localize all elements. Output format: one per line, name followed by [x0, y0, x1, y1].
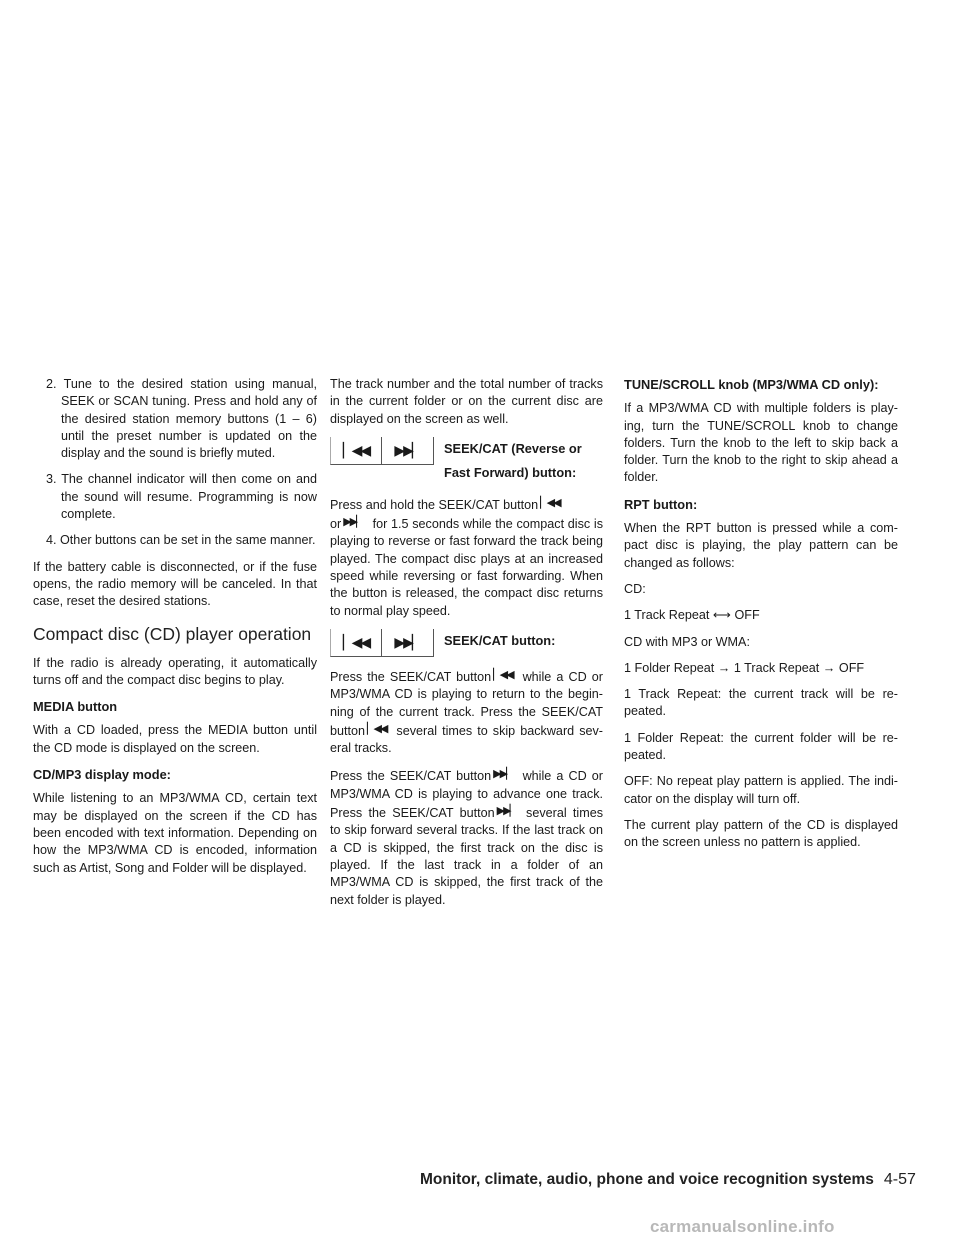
skip-back-icon: ▏◀◀ — [330, 437, 382, 465]
press-ff-text: Press the SEEK/CAT button ▶▶▏ while a CD or MP3/WMA CD is playing to advance one track. Press the SEEK/CAT button ▶▶▏ several times to skip forward several tracks. If the last track on a CD is skipped, the first track on the disc is played. If the last track in a folder of an MP3/WMA CD is skipped, the first track of the next folder is played. — [330, 768, 604, 907]
skip-forward-icon: ▶▶▏ — [496, 805, 517, 818]
list-item: 3. The channel indicator will then come on and the sound will resume. Programming is now complete. — [46, 472, 317, 522]
media-text: With a CD loaded, press the MEDIA button until the CD mode is displayed on the screen. — [33, 723, 317, 755]
display-text: While listening to an MP3/WMA CD, certain text may be displayed on the screen if the CD has been encoded with text information. Depending on how the MP3/WMA CD is encoded, information such as Artist, Song and Folder will be displayed. — [33, 791, 317, 875]
hold-text: Press and hold the SEEK/CAT button ▏◀◀ or ▶▶▏ for 1.5 seconds while the compact disc is playing to reverse or fast forward the track being played. The compact disc plays at an increased speed while reversing or fast forwarding. When the button is released, the compact disc returns to normal play speed. — [330, 496, 603, 618]
seek-label: SEEK/CAT button: — [444, 632, 556, 648]
seek-rev-ff-heading — [330, 437, 603, 485]
track-text: The track number and the total number of tracks in the current folder or on the current disc are displayed on the screen as well. — [330, 377, 603, 426]
mp3-label: CD with MP3 or WMA: — [624, 634, 750, 649]
rpt-heading: RPT button: — [624, 496, 698, 512]
media-heading: MEDIA button — [33, 699, 118, 715]
display-heading: CD/MP3 display mode: — [33, 767, 171, 783]
current-pattern-text: The current play pattern of the CD is displayed on the screen unless no pattern is applied. — [624, 817, 898, 850]
skip-forward-icon: ▶▶▏ — [493, 768, 513, 781]
skip-back-icon: ▏◀◀ — [493, 668, 513, 681]
cd-label: CD: — [624, 581, 646, 596]
cd-pattern: 1 Track Repeat ⟷ OFF — [624, 608, 760, 623]
column-middle — [330, 376, 603, 918]
skip-forward-icon: ▶▶▏ — [382, 629, 434, 657]
watermark: carmanualsonline.info — [650, 1217, 835, 1236]
list-item: 4. Other buttons can be set in the same manner. — [46, 533, 316, 548]
skip-forward-icon: ▶▶▏ — [382, 437, 434, 465]
press-rev-text: Press the SEEK/CAT button ▏◀◀ while a CD or MP3/WMA CD is playing to return to the beginning of the current track. Press the SEEK/CAT button ▏◀◀ several times to skip backward several tracks. — [330, 668, 603, 756]
tune-text: If a MP3/WMA CD with multiple folders is playing, turn the TUNE/SCROLL knob to change folders. Turn the knob to the left to skip back a folder. Turn the knob to the right to skip ahead a folder. — [624, 401, 898, 485]
rpt-text: When the RPT button is pressed while a compact disc is playing, the play pattern can be changed as follows: — [624, 521, 898, 570]
seek-heading — [330, 629, 603, 657]
cd-intro: If the radio is already operating, it automatically turns off and the compact disc begins to play. — [33, 655, 317, 687]
page-number: 4-57 — [883, 1171, 916, 1188]
skip-back-icon: ▏◀◀ — [330, 629, 382, 657]
seek-rev-ff-label: SEEK/CAT (Reverse or Fast Forward) button: — [444, 440, 582, 480]
off-text: OFF: No repeat play pattern is applied. The indicator on the display will turn off. — [624, 774, 898, 806]
skip-forward-icon: ▶▶▏ — [343, 516, 363, 529]
chapter-title: Monitor, climate, audio, phone and voice recognition systems — [420, 1171, 874, 1188]
folder-repeat-text: 1 Folder Repeat: the current folder will be repeated. — [624, 730, 898, 763]
battery-note: If the battery cable is disconnected, or if the fuse opens, the radio memory will be canceled. In that case, reset the desired stations. — [33, 559, 317, 609]
skip-back-icon: ▏◀◀ — [367, 722, 387, 735]
section-title: Compact disc (CD) player operation — [33, 623, 312, 644]
tune-heading: TUNE/SCROLL knob (MP3/WMA CD only): — [624, 377, 879, 392]
page-footer — [420, 1171, 920, 1189]
skip-back-icon: ▏◀◀ — [540, 496, 560, 509]
list-item: 2. Tune to the desired station using manual, SEEK or SCAN tuning. Press and hold any of the desired station memory buttons (1 – 6) until the preset number is updated on the display and the sound is briefly muted. — [46, 377, 317, 461]
seek-buttons-illustration — [330, 629, 434, 657]
seek-buttons-illustration — [330, 437, 434, 465]
column-left — [33, 376, 317, 886]
mp3-pattern: 1 Folder Repeat → 1 Track Repeat → OFF — [624, 660, 865, 675]
column-right — [624, 376, 898, 861]
track-repeat-text: 1 Track Repeat: the current track will be repeated. — [624, 687, 898, 719]
